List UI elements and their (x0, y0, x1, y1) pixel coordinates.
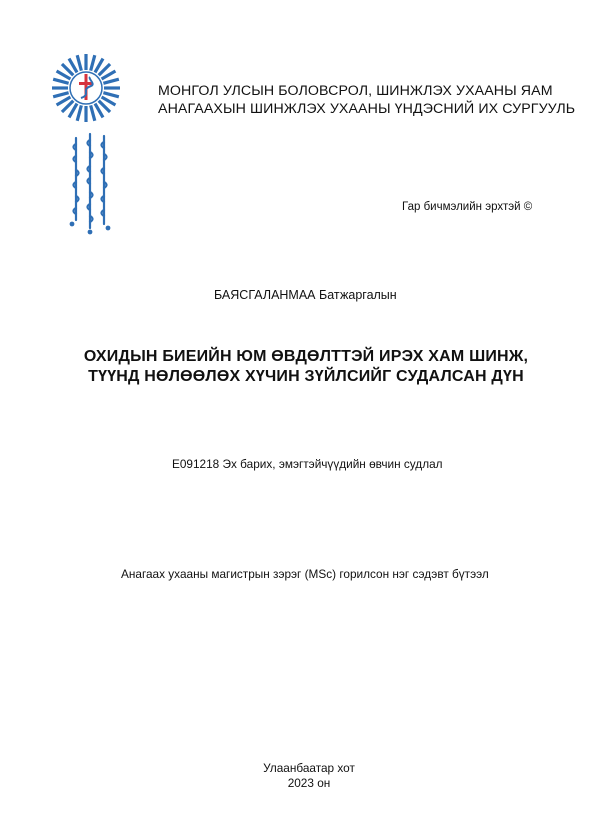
thesis-title-line-2: ТҮҮНД НӨЛӨӨЛӨХ ХҮЧИН ЗҮЙЛСИЙГ СУДАЛСАН ДҮН (88, 368, 524, 385)
institution-header (158, 82, 588, 118)
copyright-note: Гар бичмэлийн эрхтэй © (402, 201, 533, 213)
degree-statement: Анагаах ухааны магистрын зэрэг (MSc) горилсон нэг сэдэвт бүтээл (121, 567, 489, 581)
specialty-code: E091218 Эх барих, эмэгтэйчүүдийн өвчин судлал (172, 457, 443, 471)
thesis-title-line-1: ОХИДЫН БИЕИЙН ЮМ ӨВДӨЛТТЭЙ ИРЭХ ХАМ ШИНЖ, (83, 348, 529, 365)
city: Улаанбаатар хот (263, 761, 355, 775)
author-name: БАЯСГАЛАНМАА Батжаргалын (214, 288, 397, 302)
thesis-title (0, 347, 600, 387)
ministry-name: МОНГОЛ УЛСЫН БОЛОВСРОЛ, ШИНЖЛЭХ УХААНЫ ЯАМ (158, 83, 553, 99)
university-name: АНАГААХЫН ШИНЖЛЭХ УХААНЫ ҮНДЭСНИЙ ИХ СУРГУУЛЬ (158, 101, 576, 117)
university-emblem-icon (50, 48, 130, 238)
year: 2023 он (287, 776, 331, 790)
place-and-year (0, 761, 600, 791)
